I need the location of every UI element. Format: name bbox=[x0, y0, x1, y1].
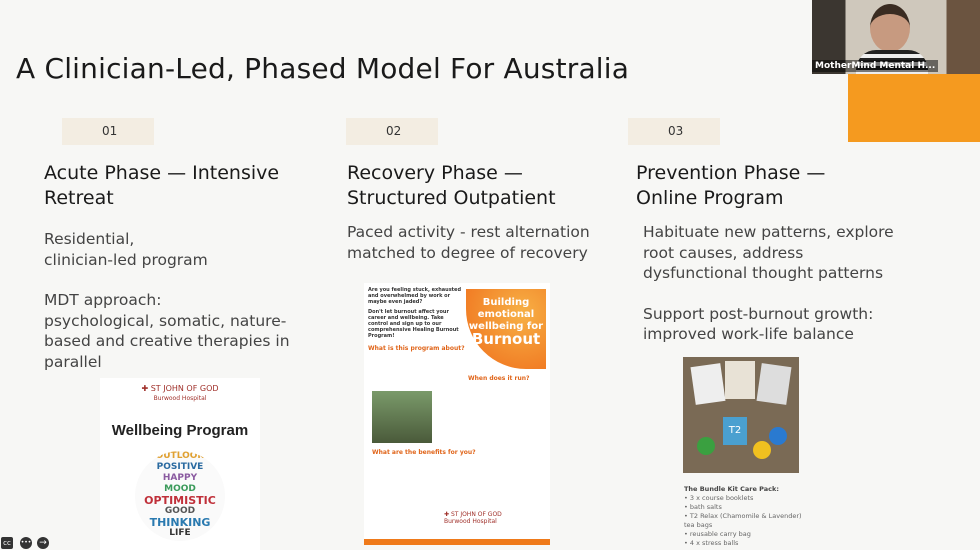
flyer-photo bbox=[372, 391, 432, 443]
participant-name: MotherMind Mental H... bbox=[812, 60, 938, 72]
next-slide-button[interactable]: → bbox=[37, 537, 49, 549]
wellbeing-title: Wellbeing Program bbox=[111, 422, 249, 439]
phase-number-2: 02 bbox=[346, 118, 438, 145]
phase-heading-3: Prevention Phase — Online Program bbox=[636, 162, 826, 209]
phase-3-text: Habituate new patterns, explore root causes, address dysfunctional thought patterns Support post-burnout growth: improved work-life balance bbox=[643, 223, 894, 343]
st-john-of-god-logo: ✚ ST JOHN OF GOD Burwood Hospital bbox=[141, 384, 219, 402]
phase-2-text: Paced activity - rest alternation matched to degree of recovery bbox=[347, 223, 590, 262]
participant-face bbox=[870, 4, 910, 52]
phase-heading-1: Acute Phase — Intensive Retreat bbox=[44, 162, 280, 209]
captions-button[interactable]: cc bbox=[1, 537, 13, 549]
flyer-badge: Building emotional wellbeing for Burnout bbox=[466, 289, 546, 369]
burnout-flyer-image: Are you feeling stuck, exhausted and overwhelmed by work or maybe even jaded? Don't let burnout affect your career and wellbeing. Take control and sign up to our comprehensive Healing Burnout Program! What is this program about? Building emotional wellbeing for Burnout When does it run? What are the benefits for you? ✚ ST JOHN OF GOD Burwood Hospital bbox=[364, 283, 550, 545]
phase-number-3: 03 bbox=[628, 118, 720, 145]
phase-heading-2: Recovery Phase — Structured Outpatient bbox=[347, 162, 556, 209]
phase-1-text: Residential, clinician-led program MDT approach: psychological, somatic, nature- based and creative therapies in parallel bbox=[44, 230, 290, 371]
care-pack-list: The Bundle Kit Care Pack: • 3 x course booklets • bath salts • T2 Relax (Chamomile & Lavender) tea bags • reusable carry bag • 4 x stress balls bbox=[684, 485, 802, 547]
participant-video[interactable] bbox=[812, 0, 980, 74]
slide-title: A Clinician-Led, Phased Model For Australia bbox=[16, 52, 630, 85]
care-pack-photo: T2 bbox=[683, 357, 799, 473]
flyer-logo: ✚ ST JOHN OF GOD Burwood Hospital bbox=[444, 511, 502, 525]
word-cloud: OUTLOOK POSITIVE HAPPY MOOD OPTIMISTIC GOOD THINKING LIFE bbox=[135, 451, 225, 541]
more-options-button[interactable]: ••• bbox=[20, 537, 32, 549]
wellbeing-program-image bbox=[100, 378, 260, 550]
phase-number-1: 01 bbox=[62, 118, 154, 145]
orange-accent-block bbox=[848, 74, 980, 142]
